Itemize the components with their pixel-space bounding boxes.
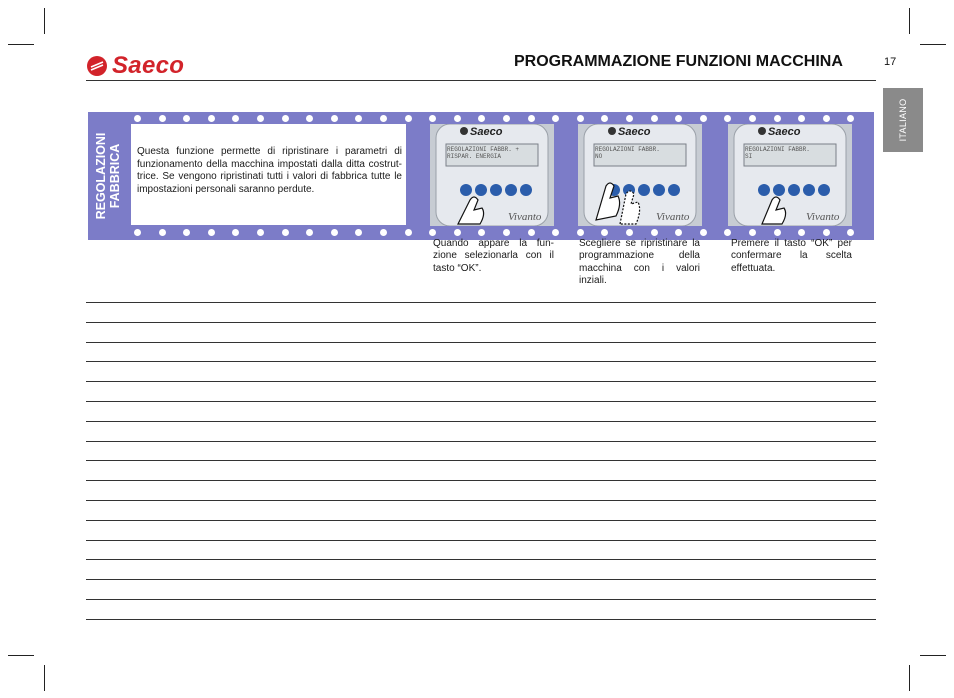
perforation-dot	[503, 229, 510, 236]
note-line	[86, 322, 876, 323]
perforation-dot	[380, 229, 387, 236]
note-line	[86, 441, 876, 442]
crop-mark	[44, 8, 45, 34]
brand-name: Saeco	[112, 52, 185, 79]
header-divider	[86, 80, 876, 81]
description-box	[131, 124, 406, 225]
note-line	[86, 381, 876, 382]
perforation-dot	[257, 229, 264, 236]
note-line	[86, 599, 876, 600]
saeco-logo-mark-icon	[86, 55, 108, 77]
perforation-dot	[503, 115, 510, 122]
section-label-line2: FABBRICA	[108, 143, 122, 209]
perforation-dot	[134, 229, 141, 236]
crop-mark	[920, 44, 946, 45]
note-line	[86, 460, 876, 461]
svg-text:Vivanto: Vivanto	[656, 211, 690, 223]
crop-mark	[909, 8, 910, 34]
perforation-dot	[774, 229, 781, 236]
note-line	[86, 579, 876, 580]
section-label-line1: REGOLAZIONI	[94, 132, 108, 220]
perforation-dot	[208, 229, 215, 236]
step-2-caption: Scegliere se ripristinare la programmazione della macchina con i valori inziali.	[579, 238, 700, 287]
svg-text:Saeco: Saeco	[618, 126, 651, 138]
perforation-dot	[700, 229, 707, 236]
perforation-dot	[454, 229, 461, 236]
perforation-dot	[823, 115, 830, 122]
section-description: Questa funzione permette di ripristinare i parametri di funzionamento della macchina impostati dalla ditta costrut- trice. Se vengono ripristinati tutti i valori di fabbrica tutte le impostazioni personali saranno perdute.	[137, 146, 402, 195]
perforation-dot	[749, 115, 756, 122]
note-line	[86, 500, 876, 501]
perforation-dot	[528, 229, 535, 236]
note-line	[86, 401, 876, 402]
perforation-dot	[380, 115, 387, 122]
display-text: REGOLAZIONI FABBR. SI	[745, 146, 810, 160]
machine-panel-step-1	[430, 124, 554, 226]
language-tab-label: ITALIANO	[898, 98, 908, 142]
perforation-dot	[626, 115, 633, 122]
perforation-dot	[159, 115, 166, 122]
svg-text:Vivanto: Vivanto	[806, 211, 840, 223]
display-text: REGOLAZIONI FABBR. NO	[595, 146, 660, 160]
perforation-dot	[257, 115, 264, 122]
svg-text:Saeco: Saeco	[768, 126, 801, 138]
saeco-logo	[86, 52, 184, 80]
perforation-dot	[405, 229, 412, 236]
machine-panel-step-2	[578, 124, 702, 226]
page-title: PROGRAMMAZIONE FUNZIONI MACCHINA	[514, 53, 843, 70]
note-line	[86, 520, 876, 521]
perforation-dot	[405, 115, 412, 122]
crop-mark	[8, 44, 34, 45]
perforation-dot	[134, 115, 141, 122]
step-1-caption: Quando appare la fun- zione selezionarla con il tasto “OK”.	[433, 238, 554, 274]
perforation-dot	[626, 229, 633, 236]
perforation-dot	[577, 229, 584, 236]
note-line	[86, 361, 876, 362]
note-line	[86, 559, 876, 560]
perforation-dot	[454, 115, 461, 122]
note-line	[86, 342, 876, 343]
display-text: REGOLAZIONI FABBR. + RISPAR. ENERGIA	[447, 146, 520, 160]
perforation-dot	[749, 229, 756, 236]
perforation-dot	[651, 115, 658, 122]
note-line	[86, 480, 876, 481]
crop-mark	[8, 655, 34, 656]
section-label	[88, 124, 128, 228]
perforation-dot	[774, 115, 781, 122]
crop-mark	[909, 665, 910, 691]
note-line	[86, 540, 876, 541]
note-line	[86, 302, 876, 303]
page-number: 17	[884, 56, 897, 68]
crop-mark	[44, 665, 45, 691]
perforation-dot	[208, 115, 215, 122]
language-tab	[883, 88, 923, 152]
perforation-dot	[159, 229, 166, 236]
perforation-dot	[331, 115, 338, 122]
note-line	[86, 619, 876, 620]
step-3-caption: Premere il tasto “OK” per confermare la scelta effettuata.	[731, 238, 852, 274]
perforation-dot	[700, 115, 707, 122]
perforation-dot	[331, 229, 338, 236]
note-line	[86, 421, 876, 422]
perforation-dot	[823, 229, 830, 236]
perforation-dot	[651, 229, 658, 236]
svg-text:Saeco: Saeco	[470, 126, 503, 138]
perforation-dot	[577, 115, 584, 122]
perforation-dot	[282, 229, 289, 236]
perforation-dot	[282, 115, 289, 122]
perforation-dot	[528, 115, 535, 122]
machine-panel-step-3	[728, 124, 852, 226]
crop-mark	[920, 655, 946, 656]
svg-text:Vivanto: Vivanto	[508, 211, 542, 223]
